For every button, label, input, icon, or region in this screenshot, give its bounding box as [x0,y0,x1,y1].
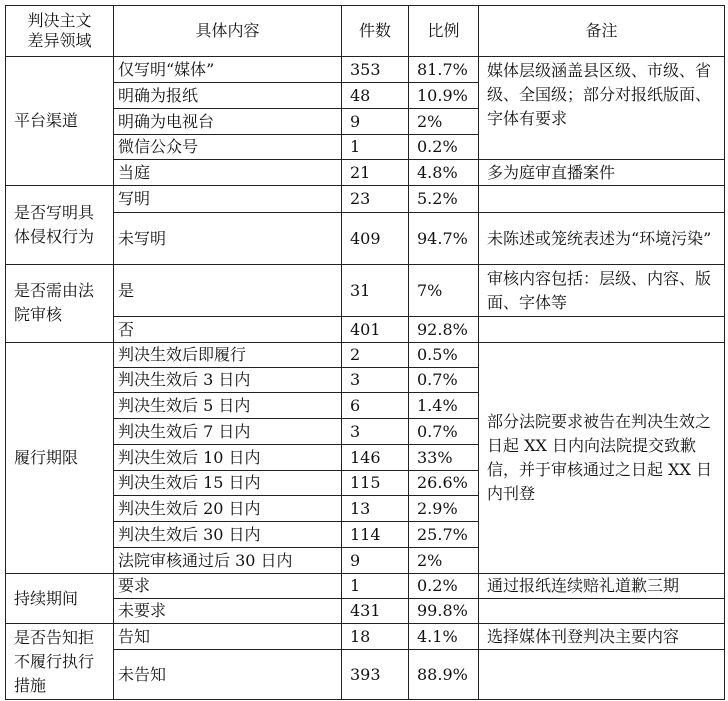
table-row [6,343,725,368]
count-cell: 1 [342,135,409,160]
table-row [6,650,725,700]
content-cell: 法院审核通过后 30 日内 [114,548,342,574]
content-cell: 告知 [114,624,342,650]
table-row [6,599,725,624]
table-row [6,160,725,186]
content-cell: 未要求 [114,599,342,624]
content-cell: 未告知 [114,650,342,700]
ratio-cell: 33% [409,445,479,471]
count-cell: 146 [342,445,409,471]
ratio-cell: 4.8% [409,160,479,186]
count-cell: 23 [342,186,409,213]
content-cell: 要求 [114,574,342,599]
note-cell [479,317,725,343]
count-cell: 9 [342,548,409,574]
count-cell: 409 [342,213,409,265]
ratio-cell: 0.2% [409,574,479,599]
table-row [6,624,725,650]
count-cell: 393 [342,650,409,700]
content-cell: 判决生效后 15 日内 [114,471,342,496]
header-content: 具体内容 [114,6,342,57]
count-cell: 2 [342,343,409,368]
content-cell: 当庭 [114,160,342,186]
count-cell: 401 [342,317,409,343]
note-cell: 审核内容包括：层级、内容、版面、字体等 [479,265,725,317]
ratio-cell: 2% [409,548,479,574]
note-cell: 通过报纸连续赔礼道歉三期 [479,574,725,599]
note-cell: 多为庭审直播案件 [479,160,725,186]
content-cell: 判决生效后 30 日内 [114,522,342,548]
header-row [6,6,725,57]
count-cell: 9 [342,109,409,135]
content-cell: 判决生效后 7 日内 [114,419,342,445]
header-note: 备注 [479,6,725,57]
area-cell: 平台渠道 [6,57,114,186]
count-cell: 114 [342,522,409,548]
ratio-cell: 92.8% [409,317,479,343]
ratio-cell: 7% [409,265,479,317]
ratio-cell: 99.8% [409,599,479,624]
ratio-cell: 88.9% [409,650,479,700]
header-area: 判决主文 差异领域 [6,6,114,57]
ratio-cell: 0.7% [409,419,479,445]
content-cell: 判决生效后 20 日内 [114,496,342,522]
note-cell: 选择媒体刊登判决主要内容 [479,624,725,650]
note-cell [479,599,725,624]
ratio-cell: 5.2% [409,186,479,213]
count-cell: 6 [342,393,409,419]
count-cell: 3 [342,368,409,393]
ratio-cell: 10.9% [409,83,479,109]
content-cell: 仅写明“媒体” [114,57,342,83]
header-ratio: 比例 [409,6,479,57]
count-cell: 353 [342,57,409,83]
ratio-cell: 81.7% [409,57,479,83]
table-row [6,213,725,265]
count-cell: 431 [342,599,409,624]
ratio-cell: 0.2% [409,135,479,160]
table-row [6,574,725,599]
table-row [6,186,725,213]
area-cell: 是否告知拒不履行执行措施 [6,624,114,700]
note-cell: 媒体层级涵盖县区级、市级、省级、全国级；部分对报纸版面、字体有要求 [479,57,725,160]
ratio-cell: 26.6% [409,471,479,496]
content-cell: 是 [114,265,342,317]
count-cell: 18 [342,624,409,650]
table-row [6,317,725,343]
content-cell: 判决生效后 5 日内 [114,393,342,419]
ratio-cell: 2% [409,109,479,135]
count-cell: 3 [342,419,409,445]
count-cell: 31 [342,265,409,317]
count-cell: 21 [342,160,409,186]
count-cell: 48 [342,83,409,109]
note-cell [479,186,725,213]
header-count: 件数 [342,6,409,57]
content-cell: 否 [114,317,342,343]
content-cell: 微信公众号 [114,135,342,160]
note-cell: 部分法院要求被告在判决生效之日起 XX 日内向法院提交致歉信，并于审核通过之日起 XX 日内刊登 [479,343,725,574]
count-cell: 1 [342,574,409,599]
count-cell: 115 [342,471,409,496]
area-cell: 是否需由法院审核 [6,265,114,343]
note-cell: 未陈述或笼统表述为“环境污染” [479,213,725,265]
ratio-cell: 2.9% [409,496,479,522]
content-cell: 未写明 [114,213,342,265]
count-cell: 13 [342,496,409,522]
ratio-cell: 0.5% [409,343,479,368]
ratio-cell: 94.7% [409,213,479,265]
table-row [6,265,725,317]
content-cell: 明确为电视台 [114,109,342,135]
ratio-cell: 4.1% [409,624,479,650]
note-cell [479,650,725,700]
area-cell: 是否写明具体侵权行为 [6,186,114,265]
judgment-difference-table [5,5,725,700]
content-cell: 判决生效后即履行 [114,343,342,368]
area-cell: 履行期限 [6,343,114,574]
content-cell: 明确为报纸 [114,83,342,109]
content-cell: 判决生效后 10 日内 [114,445,342,471]
area-cell: 持续期间 [6,574,114,624]
table-row [6,57,725,83]
content-cell: 写明 [114,186,342,213]
ratio-cell: 0.7% [409,368,479,393]
ratio-cell: 1.4% [409,393,479,419]
ratio-cell: 25.7% [409,522,479,548]
content-cell: 判决生效后 3 日内 [114,368,342,393]
